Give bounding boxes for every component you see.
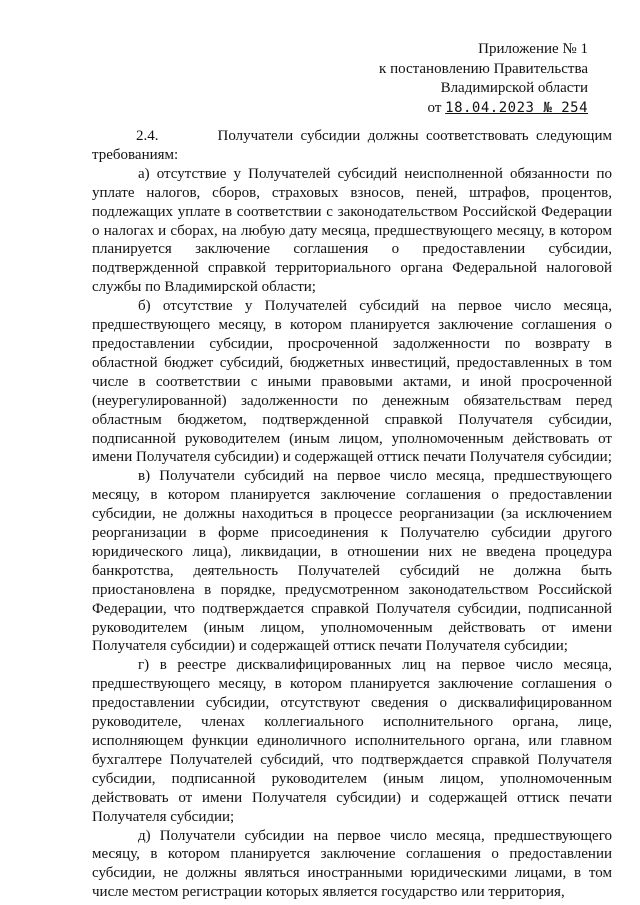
section-intro — [92, 127, 612, 165]
appendix-header — [330, 40, 588, 118]
requirement-d: д) Получатели субсидии на первое число месяца, предшествующего месяцу, в котором планируется заключение соглашения о предоставлении субсидии, не должны являться иностранными юридическими лицами, в том числе местом регистрации которых является государство или территория, — [92, 827, 612, 901]
date-and-number: 18.04.2023 № 254 — [445, 99, 588, 116]
section-number: 2.4. — [136, 128, 159, 144]
requirement-a: а) отсутствие у Получателей субсидий неисполненной обязанности по уплате налогов, сборов, страховых взносов, пеней, штрафов, процентов, подлежащих уплате в соответствии с законодательством Российской Федерации о налогах и сборах, на любую дату месяца, предшествующего месяцу, в котором планируется заключение соглашения о предоставлении субсидии, подтвержденной справкой территориального органа Федеральной налоговой службы по Владимирской области; — [92, 165, 612, 296]
appendix-date — [330, 99, 588, 119]
appendix-title: Приложение № 1 — [478, 41, 588, 57]
requirement-g: г) в реестре дисквалифицированных лиц на первое число месяца, предшествующего месяцу, в котором планируется заключение соглашения о предоставлении субсидии, отсутствуют сведения о дисквалифицированном руководителе, членах коллегиального исполнительного органа, лице, исполняющем функции единоличного исполнительного органа, или главном бухгалтере Получателей субсидий, что подтверждается справкой Получателя субсидии, подписанной руководителем (иным лицом, уполномоченным действовать от имени Получателя субсидии) и содержащей оттиск печати Получателя субсидии; — [92, 657, 612, 825]
section-intro-text: Получатели субсидии должны соответствовать следующим требованиям: — [92, 128, 612, 163]
date-prefix: от — [427, 99, 442, 116]
requirement-v: в) Получатели субсидий на первое число месяца, предшествующего месяцу, в котором планируется заключение соглашения о предоставлении субсидии, не должны находиться в процессе реорганизации (за исключением реорганизации в форме присоединения к Получателю субсидии другого юридического лица), ликвидации, в отношении них не введена процедура банкротства, деятельность Получателей субсидий не должна быть приостановлена в порядке, предусмотренном законодательством Российской Федерации, что подтверждается справкой Получателя субсидии, подписанной руководителем (иным лицом, уполномоченным действовать от имени Получателя субсидии) и содержащей оттиск печати Получателя субсидии; — [92, 468, 612, 655]
requirement-b: б) отсутствие у Получателей субсидий на первое число месяца, предшествующего месяцу, в котором планируется заключение соглашения о предоставлении субсидии, просроченной задолженности по возврату в областной бюджет субсидий, бюджетных инвестиций, предоставленных в том числе в соответствии с иными правовыми актами, и иной просроченной (неурегулированной) задолженности по денежным обязательствам перед областным бюджетом, подтвержденной справкой Получателя субсидии, подписанной руководителем (иным лицом, уполномоченным действовать от имени Получателя субсидии) и содержащей оттиск печати Получателя субсидии; — [92, 298, 612, 466]
section-body — [92, 127, 612, 902]
appendix-resolution: к постановлению Правительства — [379, 60, 588, 77]
appendix-region: Владимирской области — [440, 80, 588, 96]
